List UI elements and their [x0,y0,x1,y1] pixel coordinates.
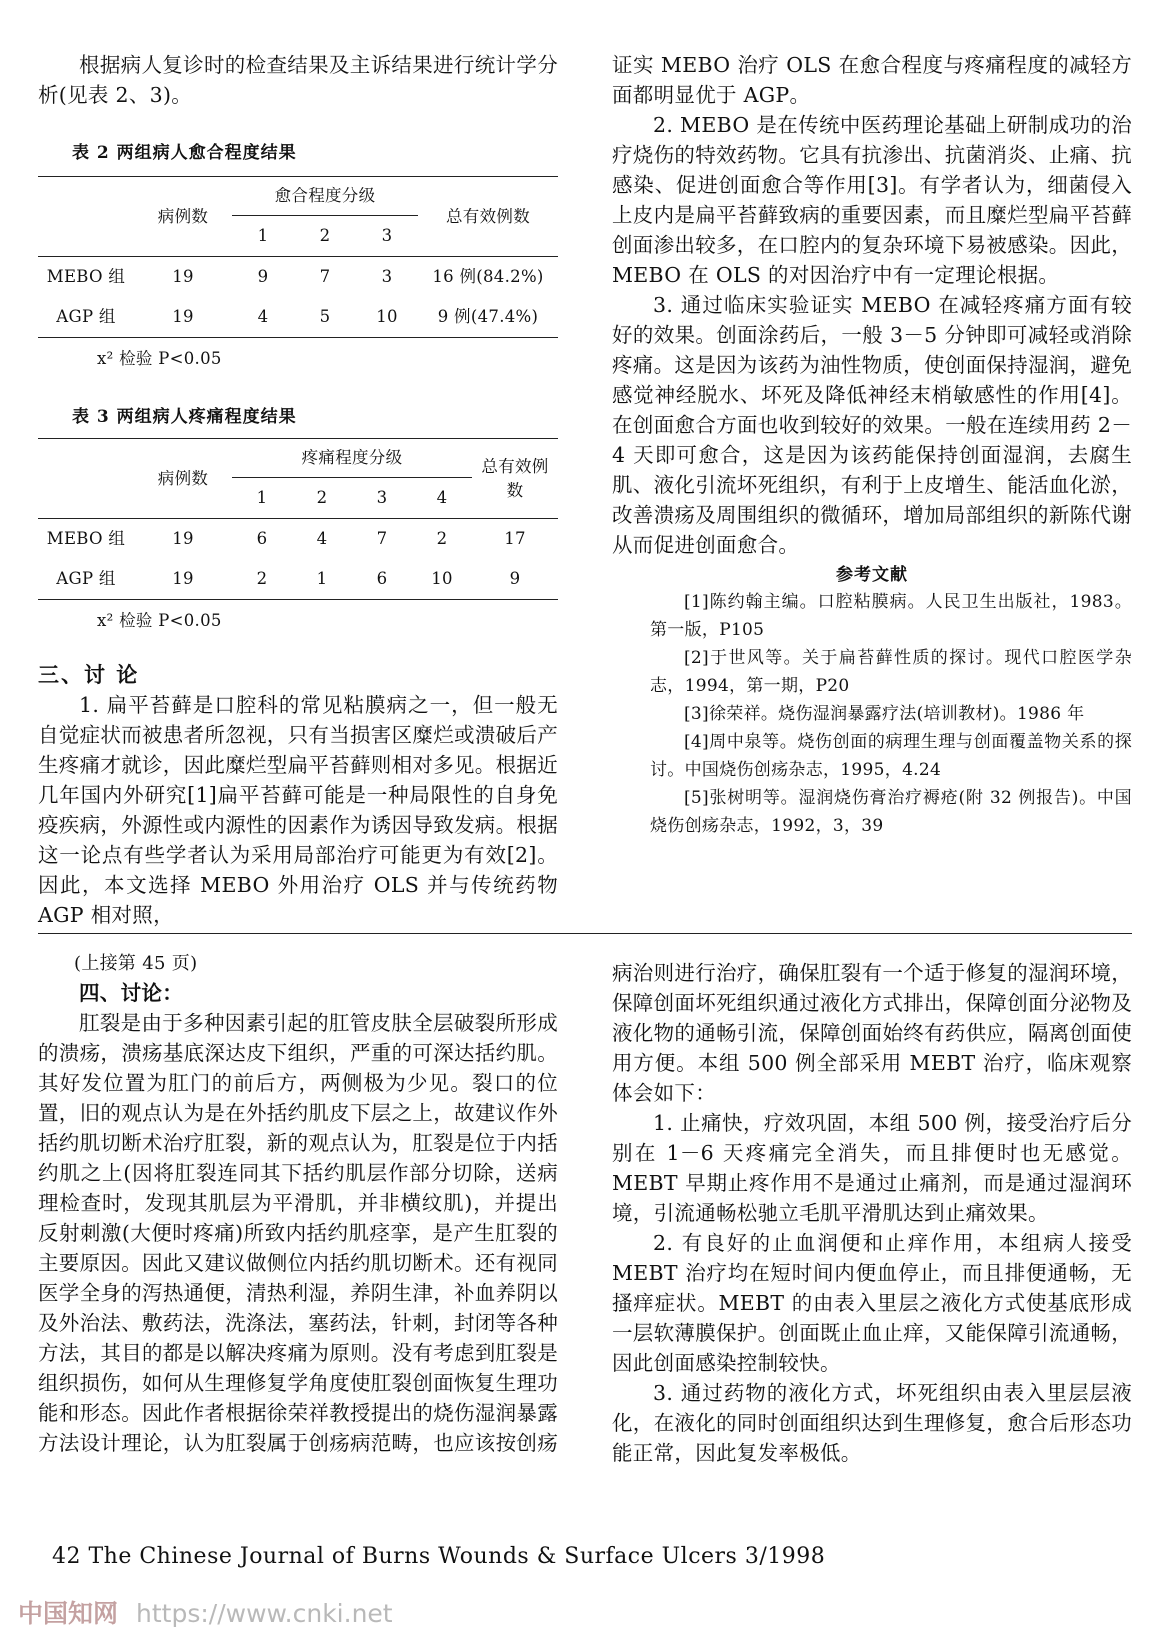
table2 [38,176,558,338]
bottom-right-column [612,958,1132,1468]
reference-item: [2]于世风等。关于扁苔藓性质的探讨。现代口腔医学杂志，1994，第一期，P20 [650,648,1132,696]
table2-caption: 表 2 两组病人愈合程度结果 [72,143,297,163]
reference-item: [1]陈约翰主编。口腔粘膜病。人民卫生出版社，1983。第一版，P105 [650,592,1132,640]
t3-cell: 6 [232,519,292,560]
t2-cell: 7 [294,257,356,298]
t3-grade: 2 [316,488,328,507]
t2-cell: 9 [232,257,294,298]
watermark [18,1594,393,1630]
t2-col-total: 总有效例数 [418,177,558,257]
t3-cell: 10 [412,559,472,600]
t2-grade: 1 [257,226,269,245]
table3-caption: 表 3 两组病人疼痛程度结果 [72,407,297,427]
t3-cell: 9 [472,559,558,600]
t3-col-group: 疼痛程度分级 [232,439,472,478]
t3-cell: 6 [352,559,412,600]
t2-cell: 9 例(47.4%) [418,297,558,338]
t3-cell: 17 [472,519,558,560]
t2-cell: 16 例(84.2%) [418,257,558,298]
table-row [38,559,558,600]
t3-cell: 1 [292,559,352,600]
t3-cell: 2 [412,519,472,560]
t3-row-name: AGP 组 [38,559,134,600]
t2-cell: 19 [134,257,232,298]
table-row [38,257,558,298]
t3-row-name: MEBO 组 [38,519,134,560]
paragraph: 1. 止痛快，疗效巩固，本组 500 例，接受治疗后分别在 1－6 天疼痛完全消失，而且排便时也无感觉。MEBT 早期止疼作用不是通过止痛剂，而是通过湿润环境，引流通畅松驰立毛肌平滑肌达到止痛效果。 [612,1111,1132,1225]
watermark-url: https://www.cnki.net [136,1599,393,1628]
t3-cell: 19 [134,519,232,560]
t2-col-group: 愈合程度分级 [232,177,418,216]
t3-grade: 1 [256,488,268,507]
t2-row-name: AGP 组 [38,297,134,338]
table3-note: x² 检验 P<0.05 [97,611,222,630]
intro-paragraph: 根据病人复诊时的检查结果及主诉结果进行统计学分析(见表 2、3)。 [38,53,558,107]
t3-cell: 2 [232,559,292,600]
paragraph: 病治则进行治疗，确保肛裂有一个适于修复的湿润环境，保障创面坏死组织通过液化方式排出，保障创面分泌物及液化物的通畅引流，保障创面始终有药供应，隔离创面使用方便。本组 500 例全部采用 MEBT 治疗，临床观察体会如下： [612,961,1132,1105]
discussion-paragraph-1: 1. 扁平苔藓是口腔科的常见粘膜病之一，但一般无自觉症状而被患者所忽视，只有当损害区糜烂或溃破后产生疼痛才就诊，因此糜烂型扁平苔藓则相对多见。根据近几年国内外研究[1]扁平苔藓可能是一种局限性的自身免疫疾病，外源性或内源性的因素作为诱因导致发病。根据这一论点有些学者认为采用局部治疗可能更为有效[2]。因此，本文选择 MEBO 外用治疗 OLS 并与传统药物 AGP 相对照， [38,693,558,927]
table2-note: x² 检验 P<0.05 [97,349,222,368]
paragraph: 2. 有良好的止血润便和止痒作用，本组病人接受 MEBT 治疗均在短时间内便血停止，而且排便通畅，无搔痒症状。MEBT 的由表入里层之液化方式使基底形成一层软薄膜保护。创面既止血止痒，又能保障引流通畅，因此创面感染控制较快。 [612,1231,1132,1375]
reference-item: [5]张树明等。湿润烧伤膏治疗褥疮(附 32 例报告)。中国烧伤创疡杂志，1992，3，39 [650,788,1132,836]
paragraph: 肛裂是由于多种因素引起的肛管皮肤全层破裂所形成的溃疡，溃疡基底深达皮下组织，严重的可深达括约肌。其好发位置为肛门的前后方，两侧极为少见。裂口的位置，旧的观点认为是在外括约肌皮下层之上，故建议作外括约肌切断术治疗肛裂，新的观点认为，肛裂是位于内括约肌之上(因将肛裂连同其下括约肌层作部分切除，送病理检查时，发现其肌层为平滑肌，并非横纹肌)，并提出反射刺激(大便时疼痛)所致内括约肌痉挛，是产生肛裂的主要原因。因此又建议做侧位内括约肌切断术。还有视同医学全身的泻热通便，清热利湿，养阴生津，补血养阴以及外治法、敷药法，洗涤法，塞药法，针刺，封闭等各种方法，其目的都是以解决疼痛为原则。没有考虑到肛裂是组织损伤，如何从生理修复学角度使肛裂创面恢复生理功能和形态。因此作者根据徐荣祥教授提出的烧伤湿润暴露方法设计理论，认为肛裂属于创疡病范畴，也应该按创疡 [38,1011,558,1455]
top-left-column [38,50,558,930]
watermark-brand: 中国知网 [18,1599,119,1628]
t3-cell: 7 [352,519,412,560]
t2-grade: 3 [381,226,393,245]
t3-grade: 4 [436,488,448,507]
bottom-left-column [38,950,558,1458]
paragraph: 3. 通过药物的液化方式，坏死组织由表入里层层液化，在液化的同时创面组织达到生理修复，愈合后形态功能正常，因此复发率极低。 [612,1381,1132,1465]
t3-cell: 4 [292,519,352,560]
paragraph: 证实 MEBO 治疗 OLS 在愈合程度与疼痛程度的减轻方面都明显优于 AGP。 [612,53,1132,107]
t3-cell: 19 [134,559,232,600]
t2-col-cases: 病例数 [134,177,232,257]
section-title-discussion: 三、讨 论 [38,662,140,687]
reference-item: [4]周中泉等。烧伤创面的病理生理与创面覆盖物关系的探讨。中国烧伤创疡杂志，1995，4.24 [650,732,1132,780]
page-footer: 42 The Chinese Journal of Burns Wounds & Surface Ulcers 3/1998 [52,1544,826,1569]
paragraph: 3. 通过临床实验证实 MEBO 在减轻疼痛方面有较好的效果。创面涂药后，一般 3－5 分钟即可减轻或消除疼痛。这是因为该药为油性物质，使创面保持湿润，避免感觉神经脱水、坏死及降低神经末梢敏感性的作用[4]。在创面愈合方面也收到较好的效果。一般在连续用药 2－4 天即可愈合，这是因为该药能保持创面湿润，去腐生肌、液化引流坏死组织，有利于上皮增生、能活血化淤，改善溃疡及周围组织的微循环，增加局部组织的新陈代谢从而促进创面愈合。 [612,293,1132,557]
t2-row-name: MEBO 组 [38,257,134,298]
t2-cell: 19 [134,297,232,338]
continued-note: (上接第 45 页) [74,953,198,974]
t2-cell: 3 [356,257,418,298]
t2-cell: 4 [232,297,294,338]
references-title: 参考文献 [836,565,908,585]
top-right-column [612,50,1132,840]
t3-col-cases: 病例数 [134,439,232,519]
table3 [38,438,558,600]
subsection-title: 四、讨论： [79,981,183,1005]
section-divider [38,933,1132,934]
t2-cell: 10 [356,297,418,338]
t3-col-total: 总有效例数 [472,439,558,519]
t3-grade: 3 [376,488,388,507]
table-row [38,519,558,560]
reference-item: [3]徐荣祥。烧伤湿润暴露疗法(培训教材)。1986 年 [684,704,1085,724]
paragraph: 2. MEBO 是在传统中医药理论基础上研制成功的治疗烧伤的特效药物。它具有抗渗出、抗菌消炎、止痛、抗感染、促进创面愈合等作用[3]。有学者认为，细菌侵入上皮内是扁平苔藓致病的重要因素，而且糜烂型扁平苔藓创面渗出较多，在口腔内的复杂环境下易被感染。因此，MEBO 在 OLS 的对因治疗中有一定理论根据。 [612,113,1132,287]
table-row [38,297,558,338]
t2-cell: 5 [294,297,356,338]
t2-grade: 2 [319,226,331,245]
